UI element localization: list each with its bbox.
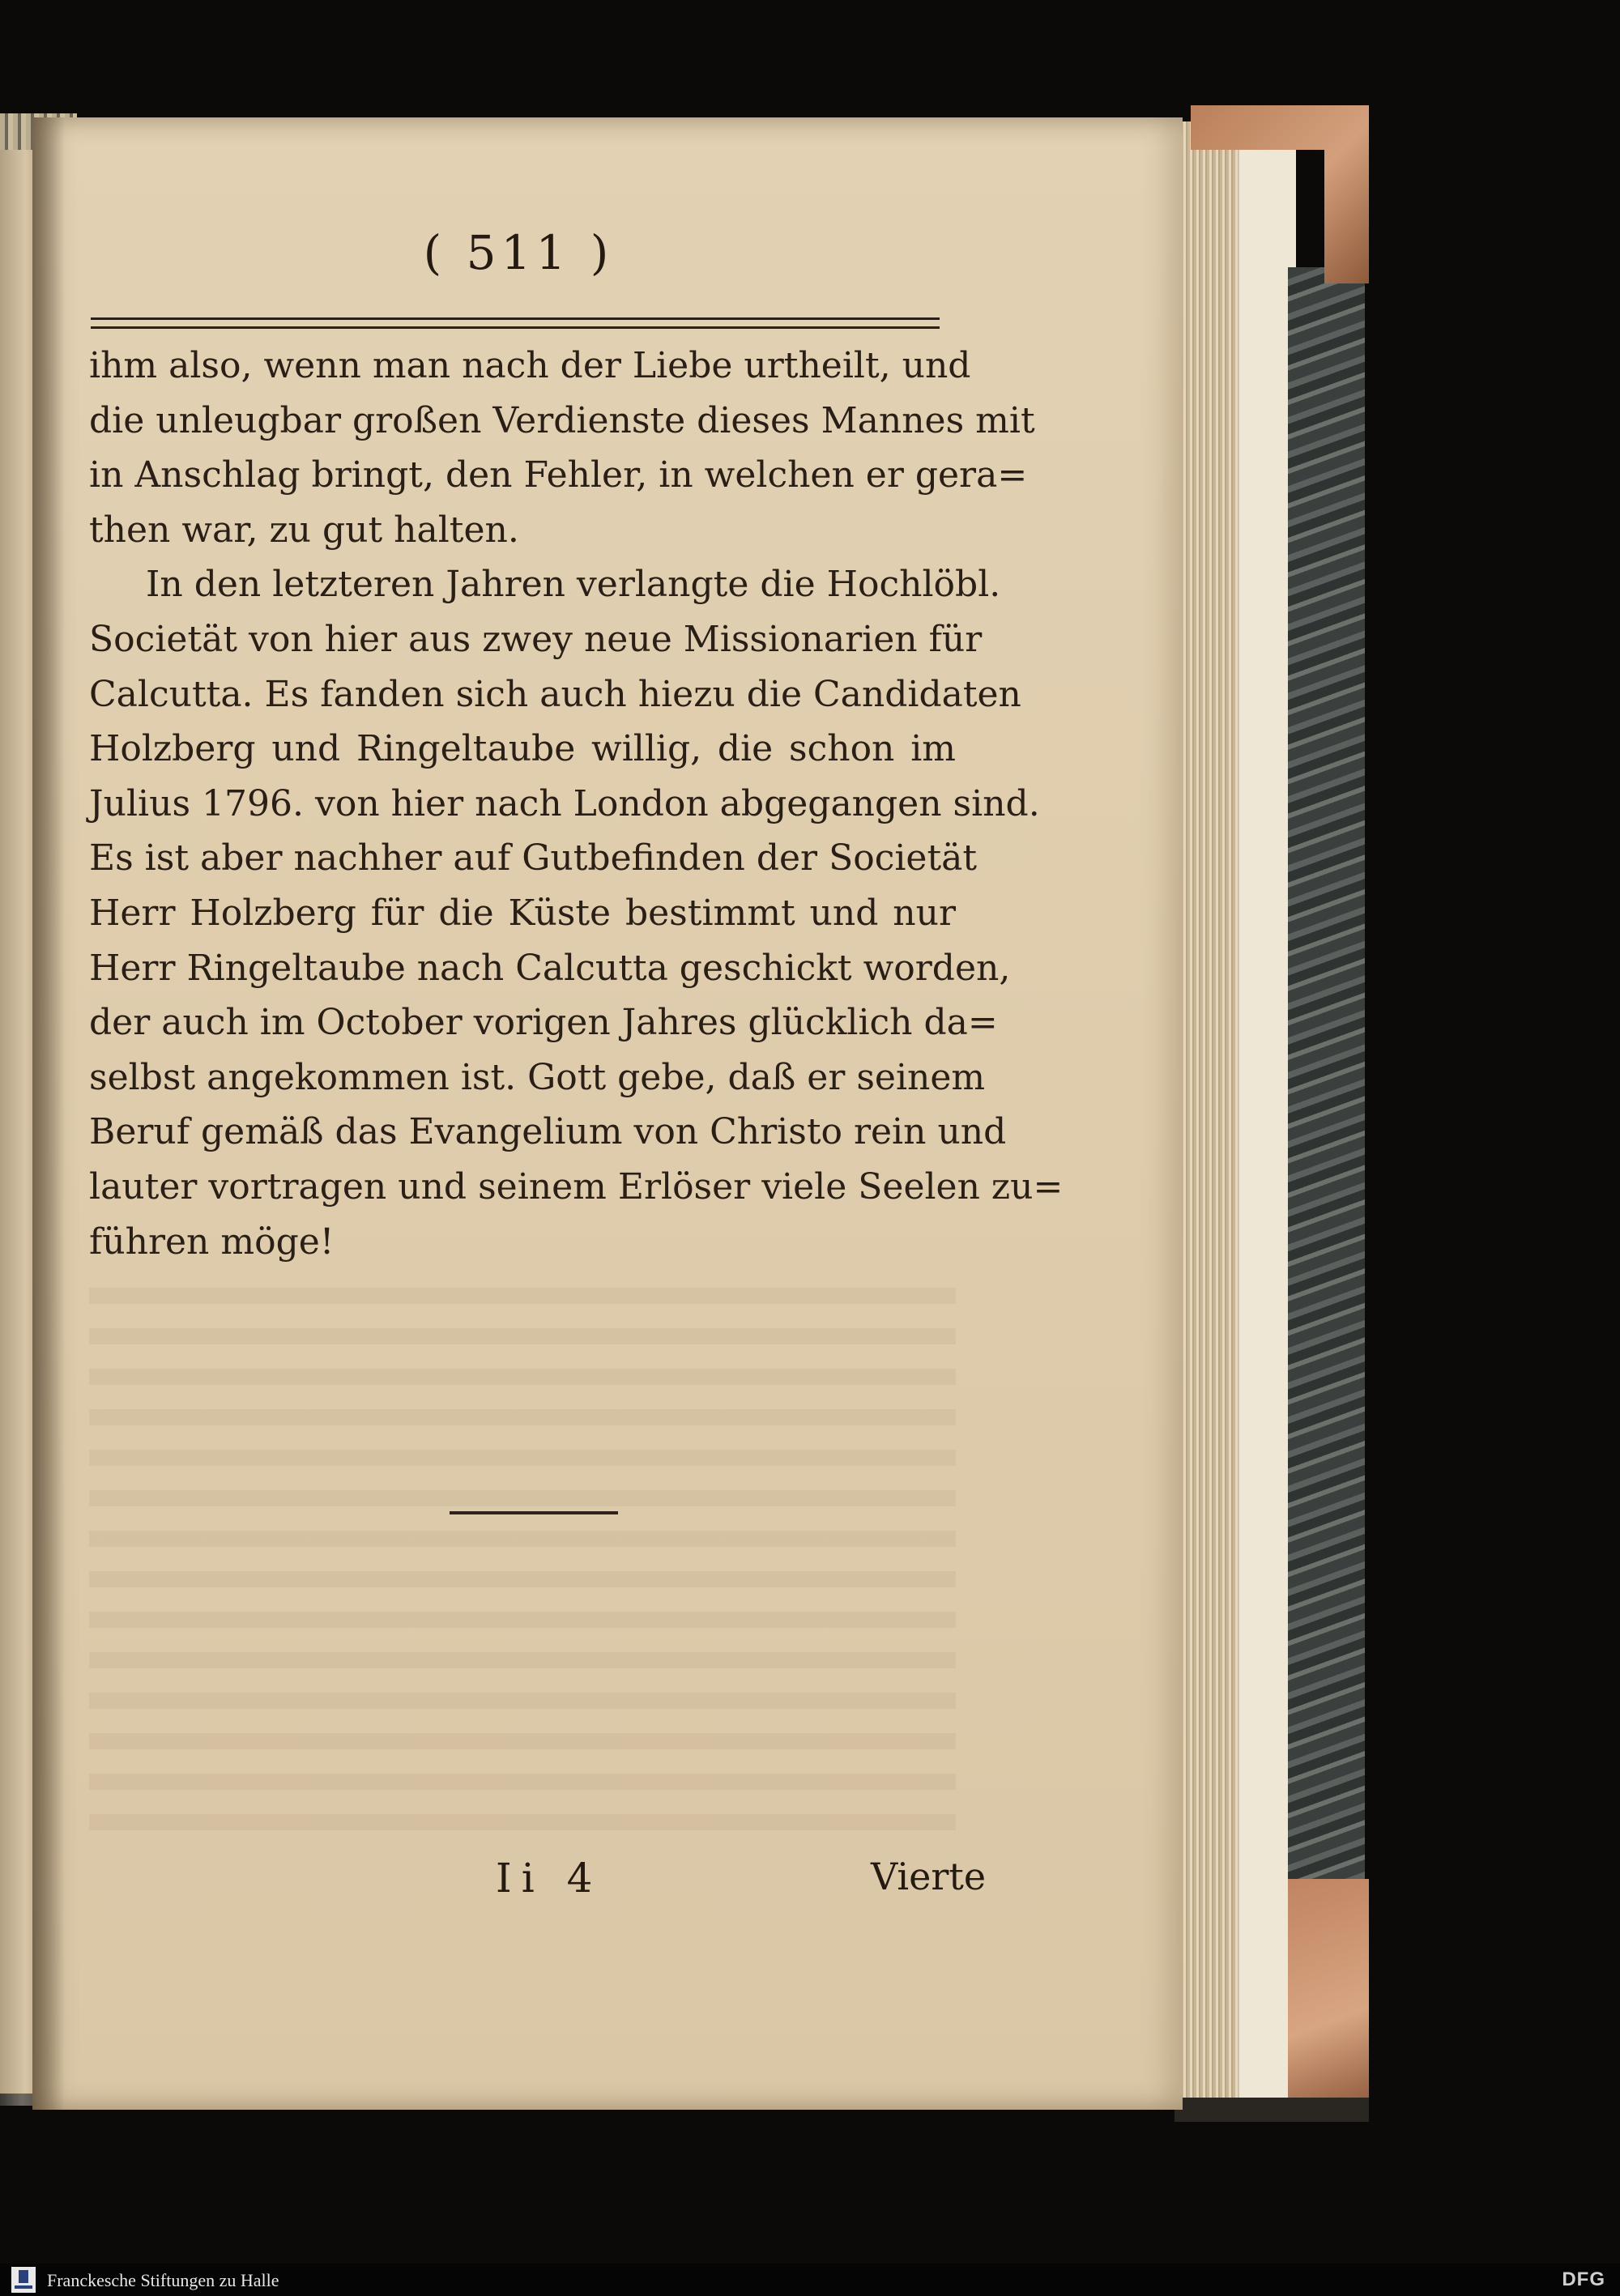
- header-double-rule: [91, 317, 940, 329]
- text-line: die unleugbar großen Verdienste dieses Mannes mit: [89, 399, 1035, 441]
- leather-corner-bottom: [1288, 1879, 1369, 2114]
- signature-mark: Ii 4: [496, 1855, 603, 1902]
- text-line: Calcutta. Es fanden sich auch hiezu die Candidaten: [89, 673, 1021, 715]
- footer-bar: [0, 2264, 1620, 2296]
- text-line: der auch im October vorigen Jahres glücklich da=: [89, 1002, 998, 1044]
- text-line: lauter vortragen und seinem Erlöser viele Seelen zu=: [89, 1165, 1064, 1208]
- text-line: selbst angekommen ist. Gott gebe, daß er seinem: [89, 1056, 986, 1098]
- section-end-rule: [450, 1511, 618, 1514]
- gutter-shadow: [32, 117, 65, 2110]
- text-line: Holzberg und Ringeltaube willig, die schon im: [89, 728, 956, 770]
- text-line: in Anschlag bringt, den Fehler, in welchen er gera=: [89, 454, 1028, 496]
- right-cover-board: [1288, 267, 1365, 1903]
- text-line: führen möge!: [89, 1220, 335, 1263]
- page-number-header: ( 511 ): [423, 225, 614, 280]
- body-text: [89, 339, 1064, 1269]
- text-line: Herr Ringeltaube nach Calcutta geschickt worden,: [89, 947, 1011, 989]
- cover-bottom-rim: [1174, 2098, 1369, 2122]
- page-block-edges: [1174, 121, 1239, 2114]
- text-line: Es ist aber nachher auf Gutbefinden der Societät: [89, 837, 978, 880]
- funder-logo: DFG: [1562, 2268, 1605, 2290]
- text-line: Beruf gemäß das Evangelium von Christo rein und: [89, 1111, 1007, 1153]
- institution-logo-icon: [11, 2267, 36, 2293]
- text-line: In den letzteren Jahren verlangte die Hochlöbl.: [146, 564, 1001, 606]
- institution-name: Franckesche Stiftungen zu Halle: [47, 2270, 279, 2290]
- text-line: Julius 1796. von hier nach London abgegangen sind.: [89, 782, 1040, 824]
- left-page-edge: [0, 150, 36, 2094]
- text-line: Societät von hier aus zwey neue Missionarien für: [89, 618, 983, 660]
- text-line: Herr Holzberg für die Küste bestimmt und nur: [89, 892, 956, 934]
- catchword: Vierte: [871, 1855, 987, 1898]
- text-line: then war, zu gut halten.: [89, 509, 519, 551]
- text-line: ihm also, wenn man nach der Liebe urtheilt, und: [89, 345, 971, 386]
- bleed-through-text: [89, 1263, 956, 1830]
